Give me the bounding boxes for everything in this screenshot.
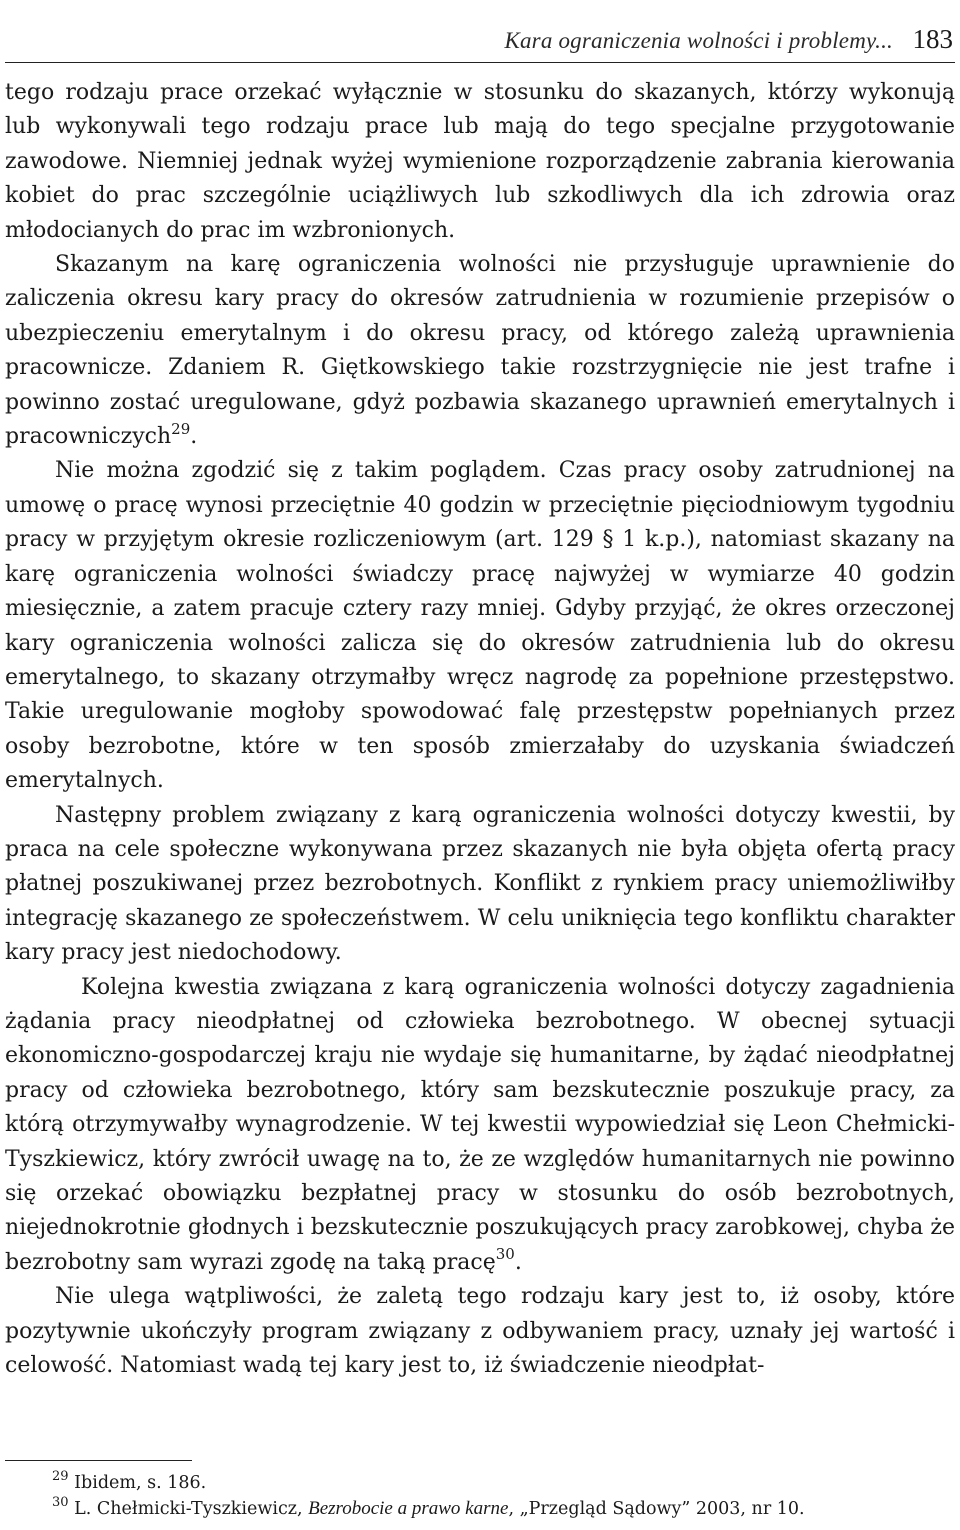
footnote-ref-30[interactable]: 30 — [495, 1245, 515, 1264]
paragraph-tail: . — [514, 1249, 522, 1275]
paragraph-text: Kolejna kwestia związana z karą ograniczenia wolności dotyczy zagadnienia żądania pracy nieodpłatnej od człowieka bezrobotnego. W obecnej sytuacji ekonomiczno-gospodarczej kraju nie wydaje się humanitarne, by żądać nieodpłatnej pracy od człowieka bezrobotnego, który sam bezskutecznie poszukuje pracy, za którą otrzymywałby wynagrodzenie. W tej kwestii wypowiedział się Leon Chełmicki-Tyszkiewicz, który zwrócił uwagę na to, że ze względów humanitarnych nie powinno się orzekać obowiązku bezpłatnej pracy w stosunku do osób bezrobotnych, niejednokrotnie głodnych i bezskutecznie poszukujących pracy zarobkowej, chyba że bezrobotny sam wyrazi zgodę na taką pracę — [5, 974, 955, 1275]
paragraph-text: tego rodzaju prace orzekać wyłącznie w stosunku do skazanych, którzy wykonują lub wykonywali tego rodzaju prace lub mają do tego specjalne przygotowanie zawodowe. Niemniej jednak wyżej wymienione rozporządzenie zabrania kierowania kobiet do prac szczególnie uciążliwych lub szkodliwych dla ich zdrowia oraz młodocianych do prac im wzbronionych. — [5, 80, 955, 243]
paragraph-4 — [5, 799, 955, 971]
paragraph-text: Nie można zgodzić się z takim poglądem. Czas pracy osoby zatrudnionej na umowę o pracę wynosi przeciętnie 40 godzin w przeciętnie pięciodniowym tygodniu pracy w przyjętym okresie rozliczeniowym (art. 129 § 1 k.p.), natomiast skazany na karę ograniczenia wolności świadczy pracę najwyżej w wymiarze 40 godzin miesięcznie, a zatem pracuje cztery razy mniej. Gdyby przyjąć, że okres orzeczonej kary ograniczenia wolności zalicza się do okresów zatrudnienia lub do okresu emerytalnego, to skazany otrzymałby wręcz nagrodę za popełnione przestępstwo. Takie uregulowanie mogłoby spowodować falę przestępstw popełnianych przez osoby bezrobotne, które w ten sposób zmierzałaby do uzyskania świadczeń emerytalnych. — [5, 458, 955, 794]
paragraph-5 — [5, 971, 955, 1281]
footnote-title: Bezrobocie a prawo karne — [308, 1498, 509, 1519]
footnotes — [52, 1470, 957, 1522]
footnote-29 — [52, 1470, 957, 1496]
footnote-number: 30 — [52, 1495, 69, 1511]
paragraph-tail: . — [190, 424, 198, 450]
footnote-divider — [5, 1460, 192, 1461]
paragraph-text: Nie ulega wątpliwości, że zaletą tego rodzaju kary jest to, iż osoby, które pozytywnie ukończyły program związany z odbywaniem pracy, uznały jej wartość i celowość. Natomiast wadą tej kary jest to, iż świadczenie nieodpłat- — [5, 1284, 955, 1379]
footnote-source: , „Przegląd Sądowy” 2003, nr 10. — [508, 1499, 805, 1519]
page-number: 183 — [912, 24, 953, 54]
footnote-author: L. Chełmicki-Tyszkiewicz, — [74, 1499, 309, 1519]
footnote-text: Ibidem, s. 186. — [74, 1473, 207, 1493]
running-title: Kara ograniczenia wolności i problemy... — [504, 28, 893, 53]
paragraph-1 — [5, 76, 955, 248]
paragraph-6 — [5, 1280, 955, 1383]
footnote-30 — [52, 1496, 957, 1522]
body-text — [5, 76, 955, 1383]
paragraph-text: Następny problem związany z karą ograniczenia wolności dotyczy kwestii, by praca na cele społeczne wykonywana przez skazanych nie była objęta ofertą pracy płatnej poszukiwanej przez bezrobotnych. Konflikt z rynkiem pracy uniemożliwiłby integrację skazanego ze społeczeństwem. W celu uniknięcia tego konfliktu charakter kary pracy jest niedochodowy. — [5, 802, 955, 966]
header-divider — [5, 62, 955, 63]
paragraph-2 — [5, 248, 955, 454]
paragraph-3 — [5, 454, 955, 798]
footnote-number: 29 — [52, 1469, 69, 1485]
running-header — [5, 22, 955, 62]
paragraph-text: Skazanym na karę ograniczenia wolności nie przysługuje uprawnienie do zaliczenia okresu kary pracy do okresów zatrudnienia w rozumienie przepisów o ubezpieczeniu emerytalnym i do okresu pracy, od którego zależą uprawnienia pracownicze. Zdaniem R. Giętkowskiego takie rozstrzygnięcie nie jest trafne i powinno zostać uregulowane, gdyż pozbawia skazanego uprawnień emerytalnych i pracowniczych — [5, 252, 955, 450]
footnote-ref-29[interactable]: 29 — [171, 419, 191, 438]
